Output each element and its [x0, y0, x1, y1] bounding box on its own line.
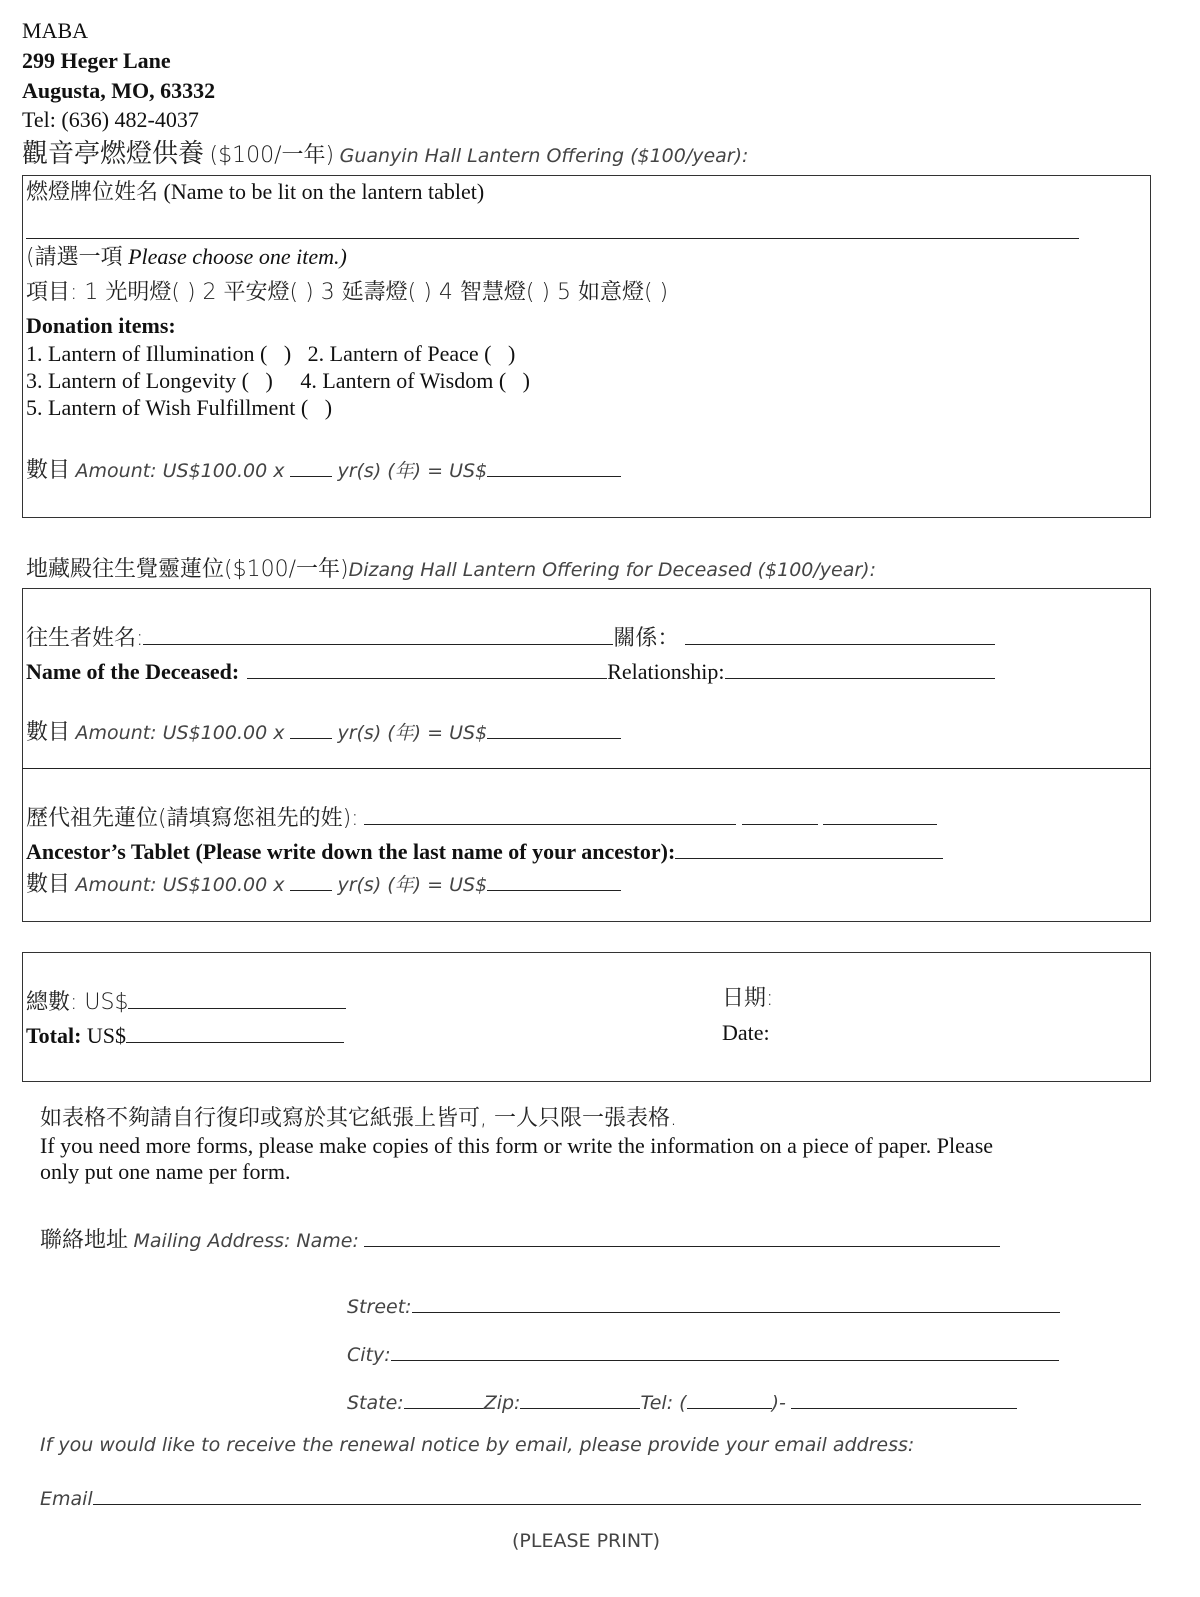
ancestor-amount: 數目 Amount: US$100.00 x yr(s) (年) = US$	[26, 870, 621, 896]
dizang-title: 地藏殿往生覺靈蓮位($100/一年)Dizang Hall Lantern Offering for Deceased ($100/year):	[26, 557, 876, 582]
amount-field[interactable]	[487, 870, 621, 891]
donation-heading: Donation items:	[26, 313, 176, 338]
ancestor-name-field[interactable]	[675, 838, 943, 859]
date-zh: 日期:	[722, 986, 774, 1011]
total-en: Total: US$	[26, 1022, 344, 1047]
date-en[interactable]: Date:	[722, 1020, 770, 1045]
email-row: Email	[40, 1484, 1141, 1509]
street-field[interactable]	[412, 1292, 1060, 1313]
amount-field[interactable]	[487, 718, 621, 739]
years-field[interactable]	[290, 718, 332, 739]
total-field[interactable]	[126, 1022, 344, 1043]
org-tel: Tel: (636) 482-4037	[22, 107, 199, 132]
deceased-name-en-field[interactable]	[247, 658, 607, 679]
note-en-1: If you need more forms, please make copies of this form or write the information on a piece of paper. Please	[40, 1133, 994, 1158]
ancestor-field[interactable]	[823, 804, 937, 825]
org-city: Augusta, MO, 63332	[22, 78, 216, 103]
phone-field[interactable]	[791, 1388, 1017, 1409]
guanyin-amount: 數目 Amount: US$100.00 x yr(s) (年) = US$	[26, 456, 621, 482]
lantern-name-label: 燃燈牌位姓名 (Name to be lit on the lantern tablet)	[26, 179, 485, 205]
email-note: If you would like to receive the renewal notice by email, please provide your email address:	[40, 1434, 915, 1456]
total-zh-field[interactable]	[128, 988, 346, 1009]
amount-field[interactable]	[487, 456, 621, 477]
email-field[interactable]	[93, 1484, 1141, 1505]
mailing-name-row: 聯絡地址 Mailing Address: Name:	[40, 1226, 1000, 1252]
area-code-field[interactable]	[687, 1388, 772, 1409]
ancestor-field[interactable]	[364, 804, 736, 825]
choose-instruction: (請選一項 Please choose one item.)	[26, 244, 347, 270]
org-street: 299 Heger Lane	[22, 48, 171, 73]
dizang-amount: 數目 Amount: US$100.00 x yr(s) (年) = US$	[26, 718, 621, 744]
relationship-zh-field[interactable]	[685, 624, 995, 645]
guanyin-title: 觀音亭燃燈供養 ($100/一年) Guanyin Hall Lantern Offering ($100/year):	[22, 139, 749, 169]
ancestor-row-en: Ancestor’s Tablet (Please write down the last name of your ancestor):	[26, 838, 943, 863]
donation-item-row[interactable]: 5. Lantern of Wish Fulfillment ( )	[26, 395, 333, 420]
zip-field[interactable]	[520, 1388, 640, 1409]
street-row: Street:	[347, 1292, 1060, 1317]
years-field[interactable]	[290, 456, 332, 477]
donation-item-row[interactable]: 1. Lantern of Illumination ( ) 2. Lantern of Peace ( )	[26, 341, 516, 366]
total-section	[22, 952, 1151, 1082]
deceased-row-en: Name of the Deceased: Relationship:	[26, 658, 995, 683]
relationship-field[interactable]	[725, 658, 995, 679]
ancestor-row-zh: 歷代祖先蓮位(請填寫您祖先的姓):	[26, 804, 937, 830]
city-field[interactable]	[391, 1340, 1059, 1361]
years-field[interactable]	[290, 870, 332, 891]
deceased-row-zh: 往生者姓名: 關係：	[26, 624, 995, 650]
please-print: (PLEASE PRINT)	[512, 1530, 661, 1552]
note-zh: 如表格不夠請自行復印或寫於其它紙張上皆可, 一人只限一張表格.	[40, 1106, 677, 1131]
lantern-name-field[interactable]	[26, 238, 1079, 239]
mailing-name-field[interactable]	[364, 1226, 1000, 1247]
state-zip-tel-row: State: Zip: Tel: ( )-	[347, 1388, 1017, 1413]
ancestor-field[interactable]	[742, 804, 818, 825]
total-zh: 總數: US$	[26, 988, 346, 1014]
deceased-name-field[interactable]	[143, 624, 613, 645]
note-en-2: only put one name per form.	[40, 1159, 291, 1184]
donation-item-row[interactable]: 3. Lantern of Longevity ( ) 4. Lantern of Wisdom ( )	[26, 368, 530, 393]
org-name: MABA	[22, 18, 89, 43]
city-row: City:	[347, 1340, 1059, 1365]
state-field[interactable]	[404, 1388, 484, 1409]
items-zh[interactable]: 項目: 1 光明燈( ) 2 平安燈( ) 3 延壽燈( ) 4 智慧燈( ) 5 如意燈( )	[26, 280, 669, 305]
divider	[22, 768, 1151, 769]
